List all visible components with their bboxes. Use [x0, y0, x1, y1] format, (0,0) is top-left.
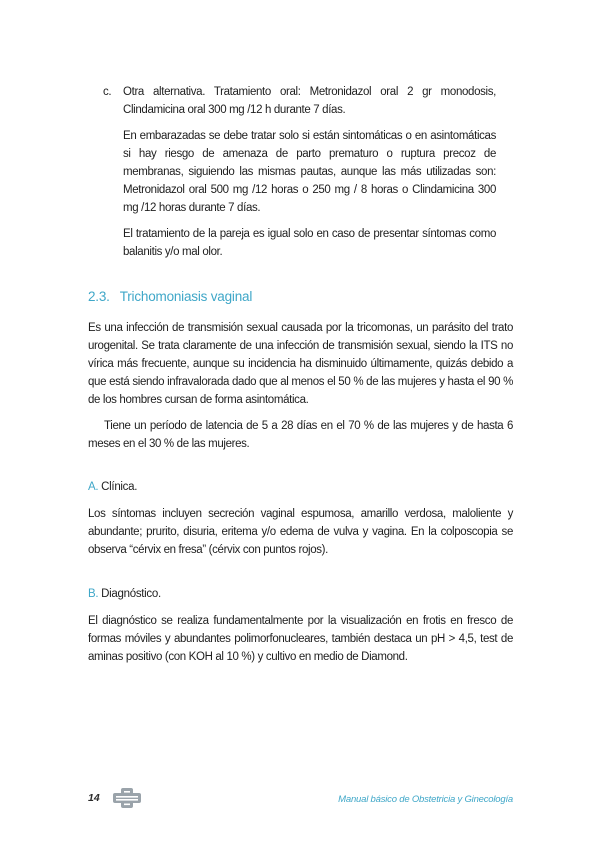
intro-paragraph: Es una infección de transmisión sexual causada por la tricomonas, un parásito del trato urogenital. Se trata claramente de una infección de transmisión sexual, siendo la ITS no vírica más frecuente, aunque su incidencia ha disminuido últimamente, quizás debido a que está siendo infravalorada dado que al menos el 50 % de las mujeres y hasta el 90 % de los hombres cursan de forma asintomática.	[88, 322, 513, 406]
diagnostico-heading	[88, 588, 161, 600]
clinica-paragraph: Los síntomas incluyen secreción vaginal espumosa, amarillo verdosa, maloliente y abundante; prurito, disuria, eritema y/o edema de vulva y vagina. En la colposcopia se observa “cérvix en fresa” (cérvix con puntos rojos).	[88, 508, 513, 556]
diagnostico-paragraph: El diagnóstico se realiza fundamentalmente por la visualización en frotis en fresco de formas móviles y abundantes polimorfonucleares, también destaca un pH > 4,5, test de aminas positivo (con KOH al 10 %) y cultivo en medio de Diamond.	[88, 615, 513, 663]
treatment-alternative-paragraph: Otra alternativa. Tratamiento oral: Metronidazol oral 2 gr monodosis, Clindamicina oral 300 mg /12 h durante 7 días.	[123, 86, 496, 116]
list-marker: c.	[103, 86, 112, 98]
clinica-letter: A.	[88, 481, 99, 493]
pregnancy-treatment-paragraph: En embarazadas se debe tratar solo si están sintomáticas o en asintomáticas si hay riesgo de amenaza de parto prematuro o ruptura precoz de membranas, siguiendo las mismas pautas, aunque las más utilizadas son: Metronidazol oral 500 mg /12 horas o 250 mg / 8 horas o Clindamicina 300 mg /12 horas durante 7 días.	[123, 130, 496, 214]
section-heading	[88, 289, 252, 304]
clinica-body	[88, 505, 513, 559]
publisher-logo-icon	[112, 787, 142, 809]
page-number: 14	[88, 792, 100, 804]
diagnostico-body	[88, 612, 513, 666]
diagnostico-letter: B.	[88, 588, 99, 600]
section-intro	[88, 319, 513, 453]
diagnostico-title: Diagnóstico.	[101, 588, 161, 600]
section-title: Trichomoniasis vaginal	[119, 289, 253, 304]
section-number: 2.3.	[88, 289, 110, 304]
latency-paragraph: Tiene un período de latencia de 5 a 28 días en el 70 % de las mujeres y de hasta 6 meses en el 30 % de las mujeres.	[88, 420, 513, 450]
partner-treatment-paragraph: El tratamiento de la pareja es igual solo en caso de presentar síntomas como balanitis y/o mal olor.	[123, 228, 496, 258]
book-title: Manual básico de Obstetricia y Ginecología	[338, 794, 513, 805]
clinica-title: Clínica.	[101, 481, 138, 493]
treatment-list-item-c	[103, 83, 496, 269]
clinica-heading	[88, 481, 137, 493]
